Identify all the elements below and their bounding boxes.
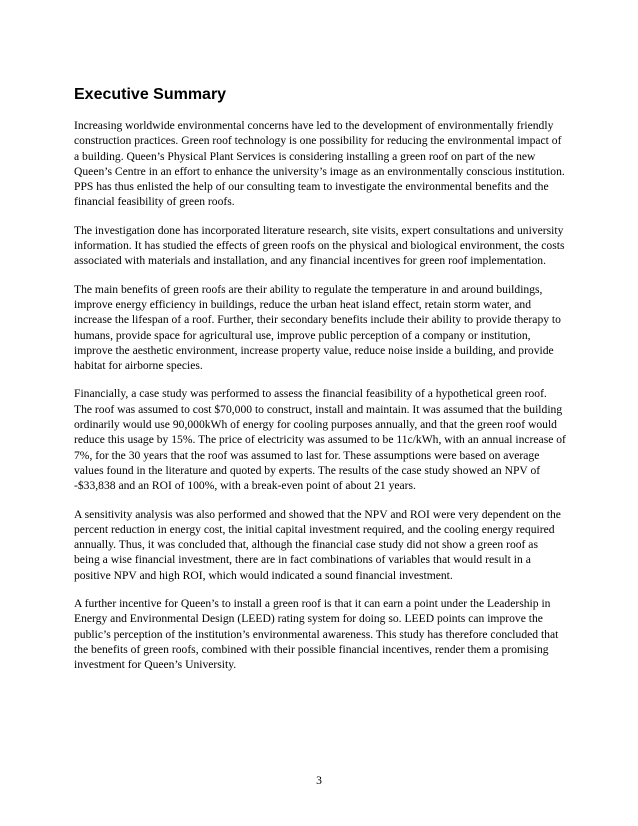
page-content — [74, 85, 566, 686]
paragraph-sensitivity-analysis: A sensitivity analysis was also performed and showed that the NPV and ROI were very dependent on the percent reduction in energy cost, the initial capital investment required, and the cooling energy required annually. Thus, it was concluded that, although the financial case study did not show a green roof as being a wise financial investment, there are in fact combinations of variables that would result in a positive NPV and high ROI, which would indicated a sound financial investment. — [74, 507, 561, 582]
paragraph-case-study: Financially, a case study was performed to assess the financial feasibility of a hypothetical green roof. The roof was assumed to cost $70,000 to construct, install and maintain. It was assumed that the building ordinarily would use 90,000kWh of energy for cooling purposes annually, and that the green roof would reduce this usage by 15%. The price of electricity was assumed to be 11c/kWh, with an annual increase of 7%, for the 30 years that the roof was assumed to last for. These assumptions were based on average values found in the literature and quoted by experts. The results of the case study showed an NPV of -$33,838 and an ROI of 100%, with a break-even point of about 21 years. — [74, 387, 566, 493]
section-heading: Executive Summary — [74, 86, 227, 103]
page-number: 3 — [316, 774, 322, 787]
paragraph-benefits: The main benefits of green roofs are their ability to regulate the temperature in and around buildings, improve energy efficiency in buildings, reduce the urban heat island effect, retain storm water, and increase the lifespan of a roof. Further, their secondary benefits include their ability to provide therapy to humans, provide space for agricultural use, improve public perception of a company or institution, improve the aesthetic environment, increase property value, reduce noise inside a building, and provide habitat for airborne species. — [74, 282, 561, 373]
paragraph-investigation: The investigation done has incorporated literature research, site visits, expert consultations and university information. It has studied the effects of green roofs on the physical and biological environment, the costs associated with materials and installation, and any financial incentives for green roof implementation. — [74, 223, 565, 268]
paragraph-introduction: Increasing worldwide environmental concerns have led to the development of environmentally friendly construction practices. Green roof technology is one possibility for reducing the environmental impact of a building. Queen’s Physical Plant Services is considering installing a green roof on part of the new Queen’s Centre in an effort to enhance the university’s image as an environmentally conscious institution. PPS has thus enlisted the help of our consulting team to investigate the environmental benefits and the financial feasibility of green roofs. — [74, 119, 565, 209]
paragraph-leed-incentive: A further incentive for Queen’s to install a green roof is that it can earn a point under the Leadership in Energy and Environmental Design (LEED) rating system for doing so. LEED points can improve the public’s perception of the institution’s environmental awareness. This study has therefore concluded that the benefits of green roofs, combined with their possible financial incentives, render them a promising investment for Queen’s University. — [74, 597, 559, 672]
